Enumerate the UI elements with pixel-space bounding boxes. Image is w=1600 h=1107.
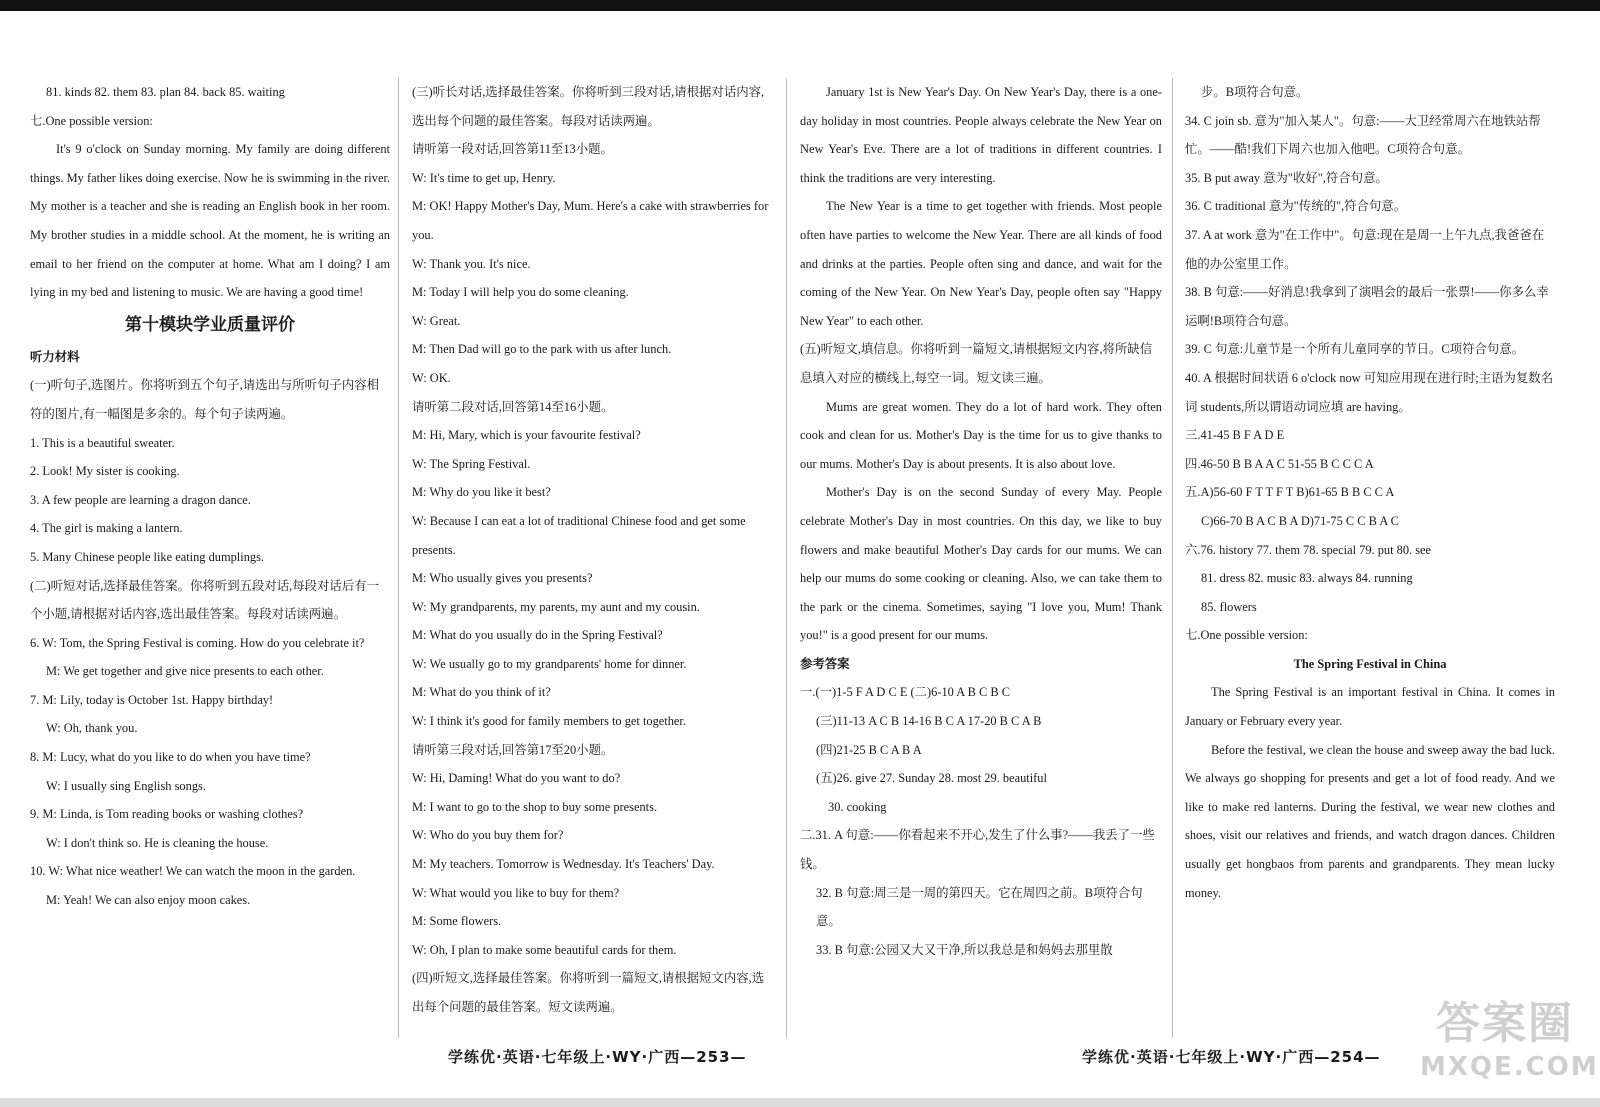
explanation-item: 33. B 句意:公园又大又干净,所以我总是和妈妈去那里散	[816, 942, 1113, 957]
answer-line: 81. kinds 82. them 83. plan 84. back 85. waiting	[46, 85, 285, 99]
passage-paragraph: The New Year is a time to get together with friends. Most people often have parties to welcome the New Year. There are all kinds of food and drinks at the parties. People often sing and dance, and wait for the coming of the New Year. On New Year's Day, people often say "Happy New Year" to each other.	[800, 199, 1162, 328]
dialog-line: W: It's time to get up, Henry.	[412, 170, 556, 185]
answer-line: (三)11-13 A C B 14-16 B C A 17-20 B C A B	[816, 714, 1042, 729]
column-1	[30, 78, 390, 915]
dialog-line: W: Great.	[412, 313, 461, 328]
essay-paragraph: Before the festival, we clean the house and sweep away the bad luck. We always go shopping for presents and get a lot of food ready. And we like to make red lanterns. During the festival, we wear new clothes and shoes, visit our relatives and friends, and watch dragon dances. Children usually get hongbaos from parents and grandparents. They mean lucky money.	[1185, 742, 1555, 900]
version-label: 七.One possible version:	[1185, 628, 1308, 643]
dialog-line: M: Yeah! We can also enjoy moon cakes.	[46, 893, 251, 908]
column-divider	[786, 78, 787, 1038]
dialog-line: W: The Spring Festival.	[412, 456, 531, 471]
dialog-line: M: Then Dad will go to the park with us after lunch.	[412, 342, 672, 357]
explanation-item: 32. B 句意:周三是一周的第四天。它在周四之前。B项符合句意。	[816, 885, 1143, 929]
dialog-line: 6. W: Tom, the Spring Festival is coming. How do you celebrate it?	[30, 635, 365, 650]
section-2-instructions: (二)听短对话,选择最佳答案。你将听到五段对话,每段对话后有一个小题,请根据对话内容,选出最佳答案。每段对话读两遍。	[30, 578, 379, 622]
dialog-line: M: Why do you like it best?	[412, 485, 551, 500]
dialog-line: W: I think it's good for family members to get together.	[412, 714, 686, 729]
answer-line: 五.A)56-60 F T T F T B)61-65 B B C C A	[1185, 485, 1395, 500]
dialog-line: M: What do you usually do in the Spring Festival?	[412, 628, 663, 643]
dialog-line: W: What would you like to buy for them?	[412, 885, 620, 900]
dialog-line: M: I want to go to the shop to buy some presents.	[412, 799, 658, 814]
dialog-line: M: Today I will help you do some cleaning.	[412, 285, 629, 300]
answer-line: 81. dress 82. music 83. always 84. running	[1201, 571, 1413, 586]
dialog-line: M: Some flowers.	[412, 914, 502, 929]
scan-bottom-edge	[0, 1098, 1600, 1107]
dialog-line: M: My teachers. Tomorrow is Wednesday. It's Teachers' Day.	[412, 857, 715, 872]
answer-line: 六.76. history 77. them 78. special 79. put 80. see	[1185, 542, 1432, 557]
answers-label: 参考答案	[800, 656, 850, 671]
essay-paragraph: The Spring Festival is an important festival in China. It comes in January or February every year.	[1185, 685, 1555, 729]
dialog-line: M: What do you think of it?	[412, 685, 551, 700]
essay-title: The Spring Festival in China	[1293, 656, 1447, 671]
answer-line: 四.46-50 B B A A C 51-55 B C C C A	[1185, 456, 1374, 471]
dialog-intro: 请听第二段对话,回答第14至16小题。	[412, 399, 614, 414]
sentence-item: 1. This is a beautiful sweater.	[30, 435, 175, 450]
dialog-intro: 请听第一段对话,回答第11至13小题。	[412, 142, 613, 157]
watermark-text: 答案圈	[1436, 998, 1574, 1049]
sentence-item: 3. A few people are learning a dragon dance.	[30, 492, 251, 507]
explanation-item: 39. C 句意:儿童节是一个所有儿童同享的节日。C项符合句意。	[1185, 342, 1525, 357]
dialog-line: M: Hi, Mary, which is your favourite festival?	[412, 428, 641, 443]
dialog-line: W: Oh, thank you.	[46, 721, 138, 736]
dialog-intro: 请听第三段对话,回答第17至20小题。	[412, 742, 614, 757]
dialog-line: W: Who do you buy them for?	[412, 828, 564, 843]
watermark-logo	[1420, 996, 1599, 1096]
version-label: 七.One possible version:	[30, 113, 153, 128]
explanation-item: 34. C join sb. 意为"加入某人"。句意:——大卫经常周六在地铁站帮忙。——酷!我们下周六也加入他吧。C项符合句意。	[1185, 113, 1541, 157]
answer-line: (五)26. give 27. Sunday 28. most 29. beautiful	[816, 771, 1047, 786]
page-footer-left: 学练优·英语·七年级上·WY·广西—253—	[448, 1048, 747, 1066]
section-4-instructions: (四)听短文,选择最佳答案。你将听到一篇短文,请根据短文内容,选出每个问题的最佳答案。短文读两遍。	[412, 971, 765, 1014]
dialog-line: W: I don't think so. He is cleaning the house.	[46, 835, 269, 850]
module-title: 第十模块学业质量评价	[125, 314, 295, 335]
section-5-instructions: (五)听短文,填信息。你将听到一篇短文,请根据短文内容,将所缺信息填入对应的横线上,每空一词。短文读三遍。	[800, 342, 1153, 385]
passage-paragraph: January 1st is New Year's Day. On New Year's Day, there is a one-day holiday in most countries. People always celebrate the New Year on New Year's Eve. There are a lot of traditions in different countries. I think the traditions are very interesting.	[800, 85, 1162, 185]
dialog-line: 9. M: Linda, is Tom reading books or washing clothes?	[30, 807, 304, 822]
explanation-item: 38. B 句意:——好消息!我拿到了演唱会的最后一张票!——你多么幸运啊!B项符合句意。	[1185, 285, 1549, 328]
passage-paragraph: Mums are great women. They do a lot of hard work. They often cook and clean for us. Mother's Day is the time for us to give thanks to our mums. Mother's Day is about presents. It is also about love.	[800, 399, 1162, 471]
answer-line: (四)21-25 B C A B A	[816, 742, 922, 757]
explanation-continuation: 步。B项符合句意。	[1201, 85, 1309, 99]
dialog-line: 7. M: Lily, today is October 1st. Happy birthday!	[30, 692, 274, 707]
sentence-item: 2. Look! My sister is cooking.	[30, 464, 180, 479]
dialog-line: W: I usually sing English songs.	[46, 778, 206, 793]
column-2	[412, 78, 774, 1022]
explanation-item: 37. A at work 意为"在工作中"。句意:现在是周一上午九点,我爸爸在他的办公室里工作。	[1185, 227, 1545, 271]
dialog-line: W: Hi, Daming! What do you want to do?	[412, 771, 621, 786]
sentence-item: 5. Many Chinese people like eating dumplings.	[30, 549, 265, 564]
explanation-item: 35. B put away 意为"收好",符合句意。	[1185, 170, 1388, 185]
watermark-url: MXQE.COM	[1420, 1052, 1599, 1082]
dialog-line: W: We usually go to my grandparents' home for dinner.	[412, 656, 687, 671]
section-1-instructions: (一)听句子,选图片。你将听到五个句子,请选出与所听句子内容相符的图片,有一幅图是多余的。每个句子读两遍。	[30, 378, 379, 421]
answer-line: 30. cooking	[828, 799, 887, 814]
section-3-instructions: (三)听长对话,选择最佳答案。你将听到三段对话,请根据对话内容,选出每个问题的最佳答案。每段对话读两遍。	[412, 85, 765, 128]
dialog-line: M: Who usually gives you presents?	[412, 571, 593, 586]
column-4	[1185, 78, 1555, 907]
top-border	[0, 0, 1600, 11]
explanation-item: 二.31. A 句意:——你看起来不开心,发生了什么事?——我丢了一些钱。	[800, 828, 1155, 872]
dialog-line: W: Oh, I plan to make some beautiful cards for them.	[412, 942, 677, 957]
dialog-line: 10. W: What nice weather! We can watch the moon in the garden.	[30, 864, 356, 879]
answer-line: 85. flowers	[1201, 599, 1257, 614]
column-divider	[1172, 78, 1173, 1038]
answer-line: 三.41-45 B F A D E	[1185, 428, 1285, 443]
explanation-item: 36. C traditional 意为"传统的",符合句意。	[1185, 199, 1407, 214]
essay-paragraph: It's 9 o'clock on Sunday morning. My family are doing different things. My father likes doing exercise. Now he is swimming in the river. My mother is a teacher and she is reading an English book in her room. My brother studies in a middle school. At the moment, he is writing an email to her friend on the computer at home. What am I doing? I am lying in my bed and listening to music. We are having a good time!	[30, 142, 390, 300]
column-divider	[398, 78, 399, 1038]
dialog-line: W: My grandparents, my parents, my aunt and my cousin.	[412, 599, 700, 614]
dialog-line: W: OK.	[412, 370, 451, 385]
listening-label: 听力材料	[30, 349, 80, 364]
passage-paragraph: Mother's Day is on the second Sunday of every May. People celebrate Mother's Day in most countries. On this day, we like to buy flowers and make beautiful Mother's Day cards for our mums. We can help our mums do some cooking or cleaning. Also, we can take them to the park or the cinema. Sometimes, saying "I love you, Mum! Thank you!" is a good present for our mums.	[800, 485, 1162, 643]
explanation-item: 40. A 根据时间状语 6 o'clock now 可知应用现在进行时;主语为复数名词 students,所以谓语动词应填 are having。	[1185, 370, 1554, 414]
answer-line: 一.(一)1-5 F A D C E (二)6-10 A B C B C	[800, 685, 1010, 700]
dialog-line: M: OK! Happy Mother's Day, Mum. Here's a cake with strawberries for you.	[412, 199, 769, 242]
dialog-line: 8. M: Lucy, what do you like to do when you have time?	[30, 750, 311, 765]
page-footer-right: 学练优·英语·七年级上·WY·广西—254—	[1082, 1048, 1381, 1066]
answer-line: C)66-70 B A C B A D)71-75 C C B A C	[1201, 513, 1399, 528]
dialog-line: W: Because I can eat a lot of traditional Chinese food and get some presents.	[412, 513, 746, 557]
sentence-item: 4. The girl is making a lantern.	[30, 521, 183, 536]
dialog-line: M: We get together and give nice presents to each other.	[46, 664, 324, 679]
dialog-line: W: Thank you. It's nice.	[412, 256, 531, 271]
column-3	[800, 78, 1162, 964]
